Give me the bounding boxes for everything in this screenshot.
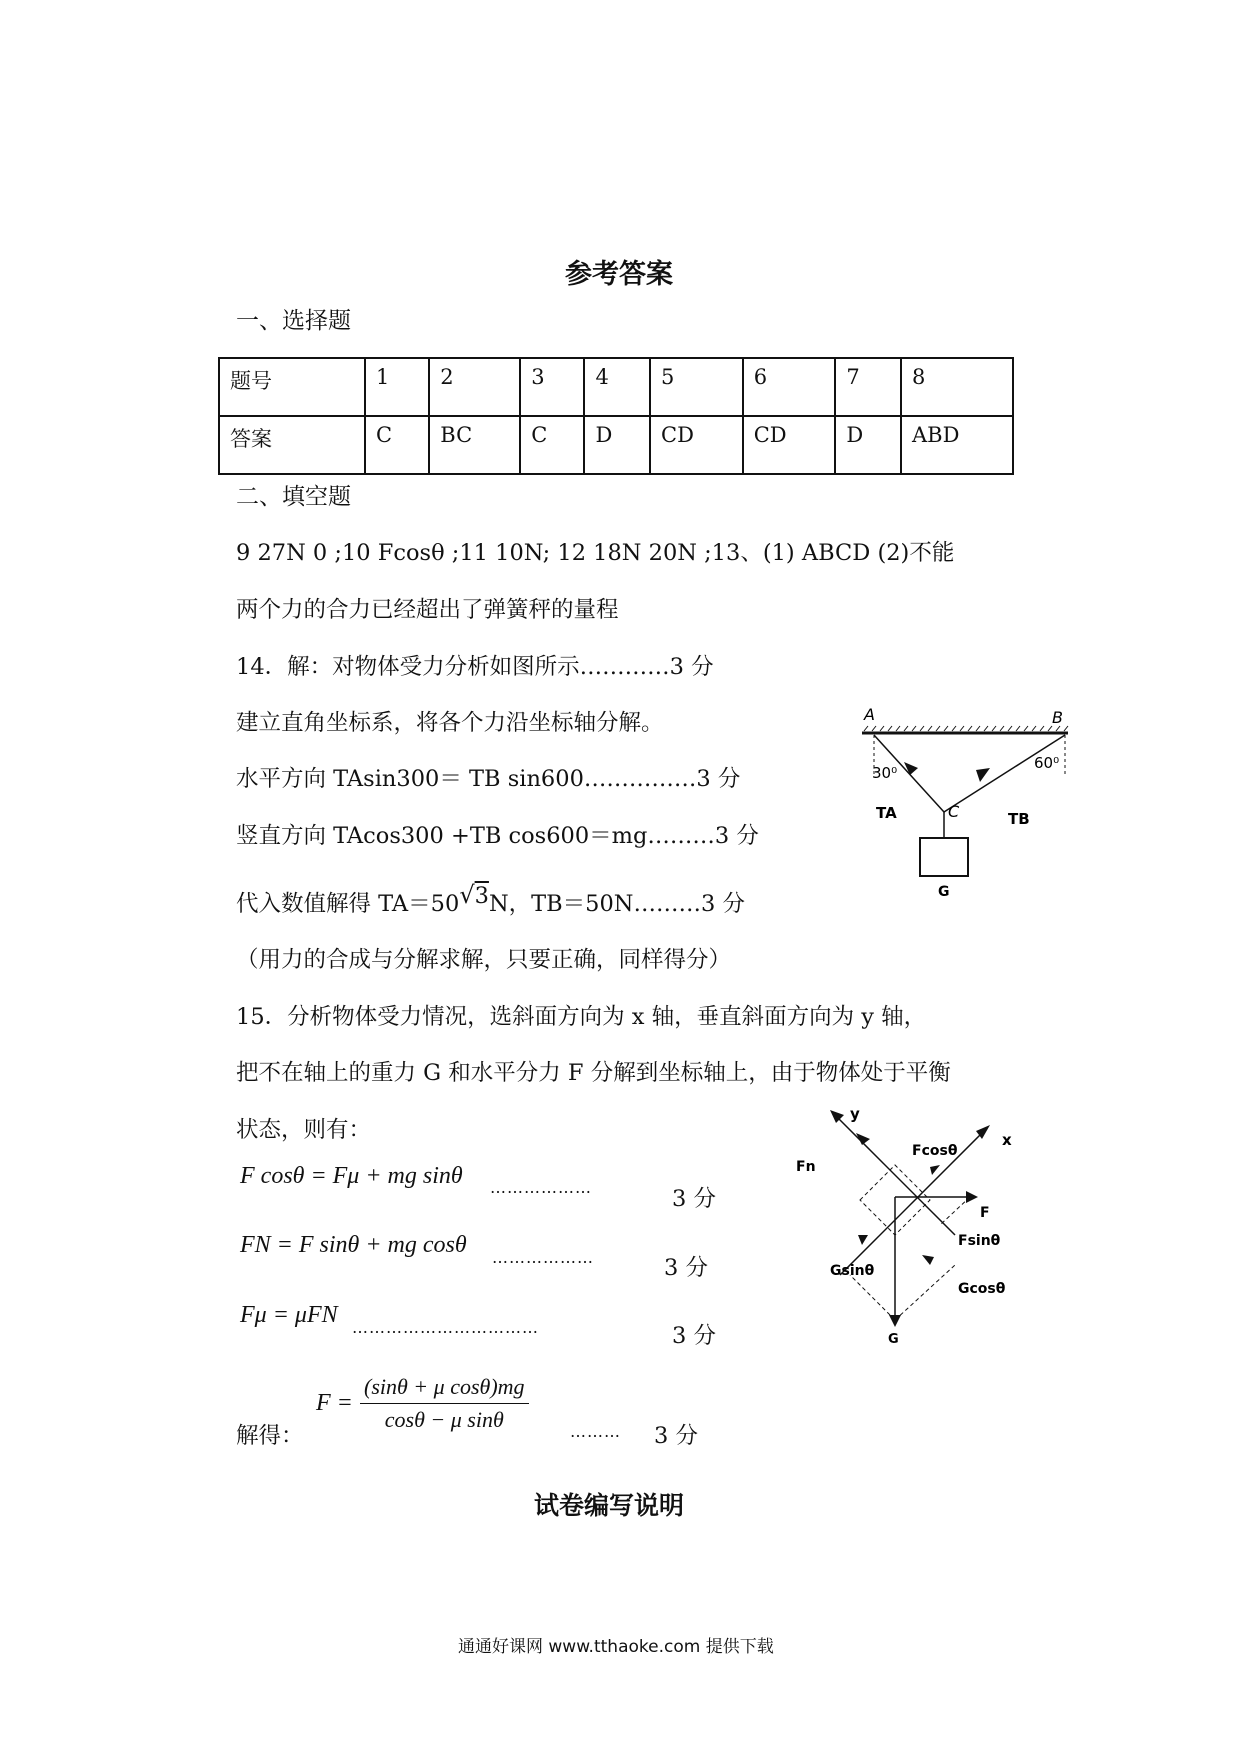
page-title: 参考答案 xyxy=(565,259,673,290)
label-gsin: Gsinθ xyxy=(830,1263,875,1279)
q14-line-6: （用力的合成与分解求解，只要正确，同样得分） xyxy=(236,947,732,973)
dots-2: ……………… xyxy=(492,1248,594,1267)
label-ta: TA xyxy=(876,804,897,822)
label-angle-30: 30⁰ xyxy=(872,764,898,782)
table-answer-label: 答案 xyxy=(219,416,365,474)
fraction-lhs: F = xyxy=(316,1390,353,1416)
arrow-gsin-icon xyxy=(858,1235,868,1245)
score-eq-2: 3 分 xyxy=(664,1255,708,1281)
score-solution: 3 分 xyxy=(654,1423,698,1449)
force-g-arrow-icon xyxy=(889,1315,901,1327)
equation-1: F cosθ = Fμ + mg sinθ xyxy=(240,1163,463,1189)
label-g: G xyxy=(938,884,950,900)
q15-line-2: 把不在轴上的重力 G 和水平分力 F 分解到坐标轴上，由于物体处于平衡 xyxy=(236,1060,951,1086)
table-cell-answer: CD xyxy=(650,416,743,474)
table-cell-number: 4 xyxy=(584,358,650,416)
arrow-tb-icon xyxy=(976,768,990,782)
section-heading-notes: 试卷编写说明 xyxy=(534,1491,685,1520)
table-cell-answer: D xyxy=(584,416,650,474)
dashed-fsin xyxy=(940,1197,970,1225)
table-cell-number: 6 xyxy=(743,358,836,416)
section-heading-fill: 二、填空题 xyxy=(236,484,351,510)
table-cell-number: 7 xyxy=(835,358,901,416)
score-eq-3: 3 分 xyxy=(672,1323,716,1349)
section-heading-choice: 一、选择题 xyxy=(236,308,351,334)
fraction-denominator: cosθ − μ sinθ xyxy=(384,1407,504,1432)
label-g-incline: G xyxy=(888,1332,899,1345)
q14-line-2: 建立直角坐标系，将各个力沿坐标轴分解。 xyxy=(236,710,664,736)
table-cell-answer: BC xyxy=(429,416,520,474)
label-fsin: Fsinθ xyxy=(958,1233,1001,1249)
label-y: y xyxy=(850,1105,860,1123)
label-angle-60: 60⁰ xyxy=(1034,754,1060,772)
rope-bc xyxy=(944,735,1065,812)
sqrt-radicand: 3 xyxy=(474,883,489,909)
table-cell-answer: C xyxy=(520,416,584,474)
q14-line-3: 水平方向 TAsin300＝ TB sin600……………3 分 xyxy=(236,766,741,792)
fraction-numerator: (sinθ + μ cosθ)mg xyxy=(360,1374,529,1404)
dots-1: ……………… xyxy=(490,1178,592,1197)
page-footer: 通通好课网 www.tthaoke.com 提供下载 xyxy=(458,1637,774,1657)
q14-line-5 xyxy=(236,881,745,918)
dots-3: …………………………… xyxy=(352,1318,539,1337)
answer-table xyxy=(218,357,1014,475)
table-cell-number: 5 xyxy=(650,358,743,416)
arrow-fcos-icon xyxy=(930,1165,940,1175)
table-row-answers xyxy=(219,416,1013,474)
arrow-gcos-icon xyxy=(922,1255,934,1265)
label-f: F xyxy=(980,1205,990,1221)
label-tb: TB xyxy=(1008,810,1030,828)
fill-answers-note: 两个力的合力已经超出了弹簧秤的量程 xyxy=(236,597,619,623)
fill-answers-line: 9 27N 0 ;10 Fcosθ ;11 10N; 12 18N 20N ;13、(1) ABCD (2)不能 xyxy=(236,540,955,566)
label-gcos: Gcosθ xyxy=(958,1281,1006,1297)
table-cell-answer: C xyxy=(365,416,429,474)
q14-line-4: 竖直方向 TAcos300 +TB cos600＝mg………3 分 xyxy=(236,823,759,849)
label-fcos: Fcosθ xyxy=(912,1143,958,1159)
q15-line-3: 状态，则有： xyxy=(236,1117,372,1143)
figure-incline-diagram xyxy=(790,1105,1040,1345)
equation-2: FN = F sinθ + mg cosθ xyxy=(240,1232,467,1258)
dots-4: ……… xyxy=(570,1422,621,1441)
q14-line-5-pre: 代入数值解得 TA＝50 xyxy=(236,891,460,917)
solve-label: 解得： xyxy=(236,1423,304,1449)
table-cell-number: 2 xyxy=(429,358,520,416)
solution-fraction xyxy=(360,1374,529,1433)
table-cell-answer: D xyxy=(835,416,901,474)
ceiling-hatch xyxy=(864,726,1068,731)
table-row-numbers xyxy=(219,358,1013,416)
label-a: A xyxy=(864,705,875,724)
arrow-ta-icon xyxy=(904,762,918,775)
q14-line-5-post: N，TB＝50N………3 分 xyxy=(488,891,745,917)
q15-line-1: 15．分析物体受力情况，选斜面方向为 x 轴，垂直斜面方向为 y 轴， xyxy=(236,1004,927,1030)
label-c: C xyxy=(948,802,960,821)
figure-tension-diagram xyxy=(850,700,1080,900)
dashed-gsin xyxy=(850,1275,895,1320)
dashed-gcos xyxy=(895,1265,955,1320)
table-cell-number: 8 xyxy=(901,358,1013,416)
score-eq-1: 3 分 xyxy=(672,1186,716,1212)
q14-line-1: 14．解：对物体受力分析如图所示…………3 分 xyxy=(236,654,714,680)
sqrt-symbol: √ xyxy=(459,881,475,909)
equation-3: Fμ = μFN xyxy=(240,1302,338,1328)
label-x: x xyxy=(1002,1131,1012,1149)
weight-block xyxy=(920,838,968,876)
force-f-arrow-icon xyxy=(966,1191,978,1203)
table-header-label: 题号 xyxy=(219,358,365,416)
table-cell-number: 3 xyxy=(520,358,584,416)
table-cell-answer: ABD xyxy=(901,416,1013,474)
label-b: B xyxy=(1052,708,1063,727)
table-cell-number: 1 xyxy=(365,358,429,416)
table-cell-answer: CD xyxy=(743,416,836,474)
label-fn: Fn xyxy=(796,1159,816,1175)
